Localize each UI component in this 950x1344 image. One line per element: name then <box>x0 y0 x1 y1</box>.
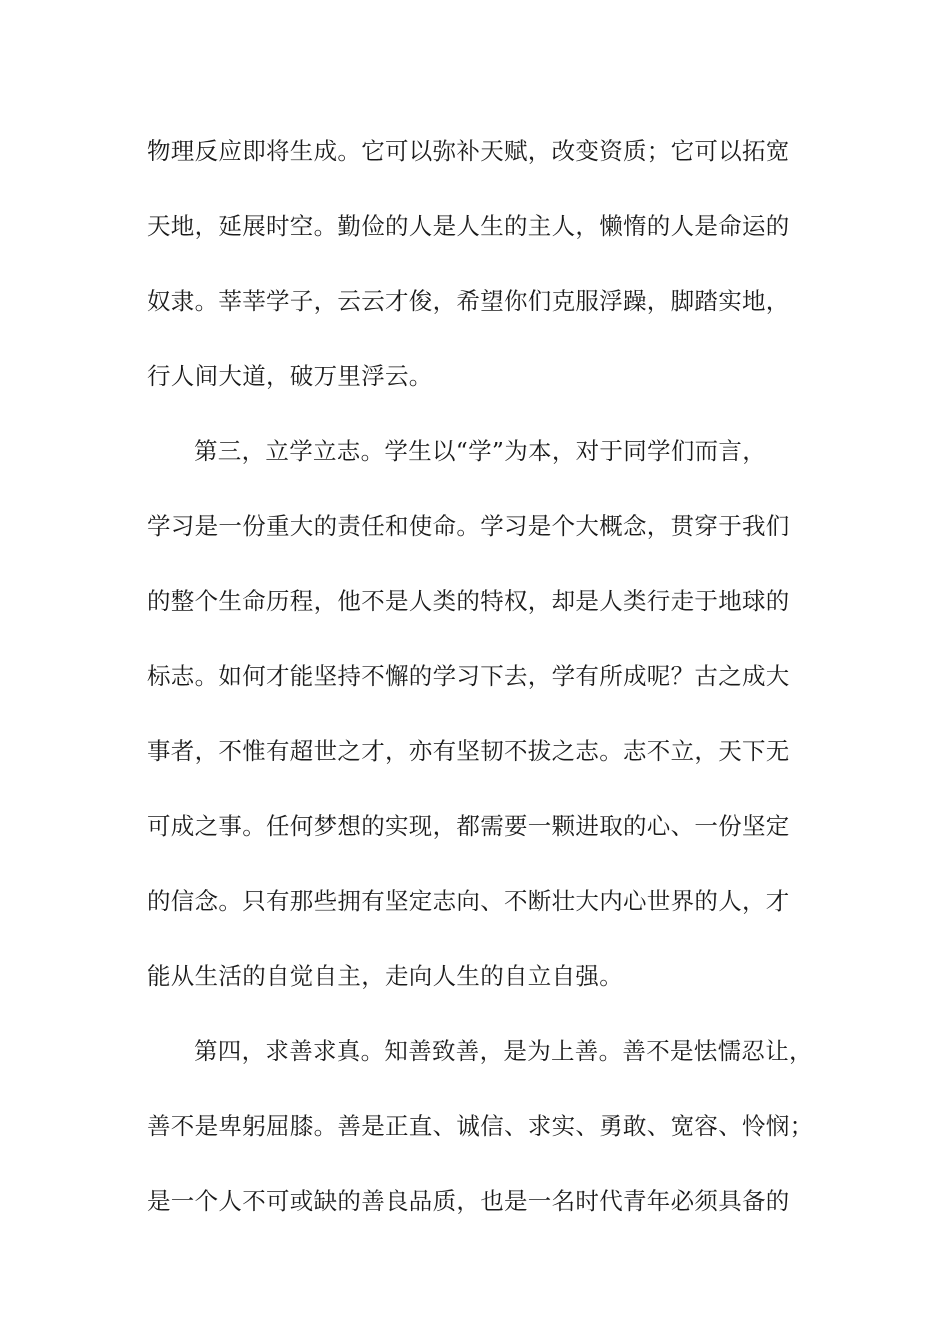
text-line: 奴隶。莘莘学子，云云才俊，希望你们克服浮躁，脚踏实地， <box>147 287 790 315</box>
text-line: 可成之事。任何梦想的实现，都需要一颗进取的心、一份坚定 <box>147 812 790 840</box>
text-line: 行人间大道，破万里浮云。 <box>147 362 433 390</box>
text-line: 是一个人不可或缺的善良品质，也是一名时代青年必须具备的 <box>147 1187 790 1215</box>
text-line: 标志。如何才能坚持不懈的学习下去，学有所成呢？古之成大 <box>147 662 790 690</box>
text-line: 的整个生命历程，他不是人类的特权，却是人类行走于地球的 <box>147 587 790 615</box>
paragraph-start-line: 第三，立学立志。学生以“学”为本，对于同学们而言， <box>194 437 767 465</box>
paragraph-start-line: 第四，求善求真。知善致善，是为上善。善不是怯懦忍让， <box>194 1037 813 1065</box>
text-line: 天地，延展时空。勤俭的人是人生的主人，懒惰的人是命运的 <box>147 212 790 240</box>
text-line: 物理反应即将生成。它可以弥补天赋，改变资质；它可以拓宽 <box>147 137 790 165</box>
text-line: 学习是一份重大的责任和使命。学习是个大概念，贯穿于我们 <box>147 512 790 540</box>
text-line: 的信念。只有那些拥有坚定志向、不断壮大内心世界的人，才 <box>147 887 790 915</box>
text-line: 事者，不惟有超世之才，亦有坚韧不拔之志。志不立，天下无 <box>147 737 790 765</box>
text-line: 能从生活的自觉自主，走向人生的自立自强。 <box>147 962 623 990</box>
text-line: 善不是卑躬屈膝。善是正直、诚信、求实、勇敢、宽容、怜悯； <box>147 1112 814 1140</box>
